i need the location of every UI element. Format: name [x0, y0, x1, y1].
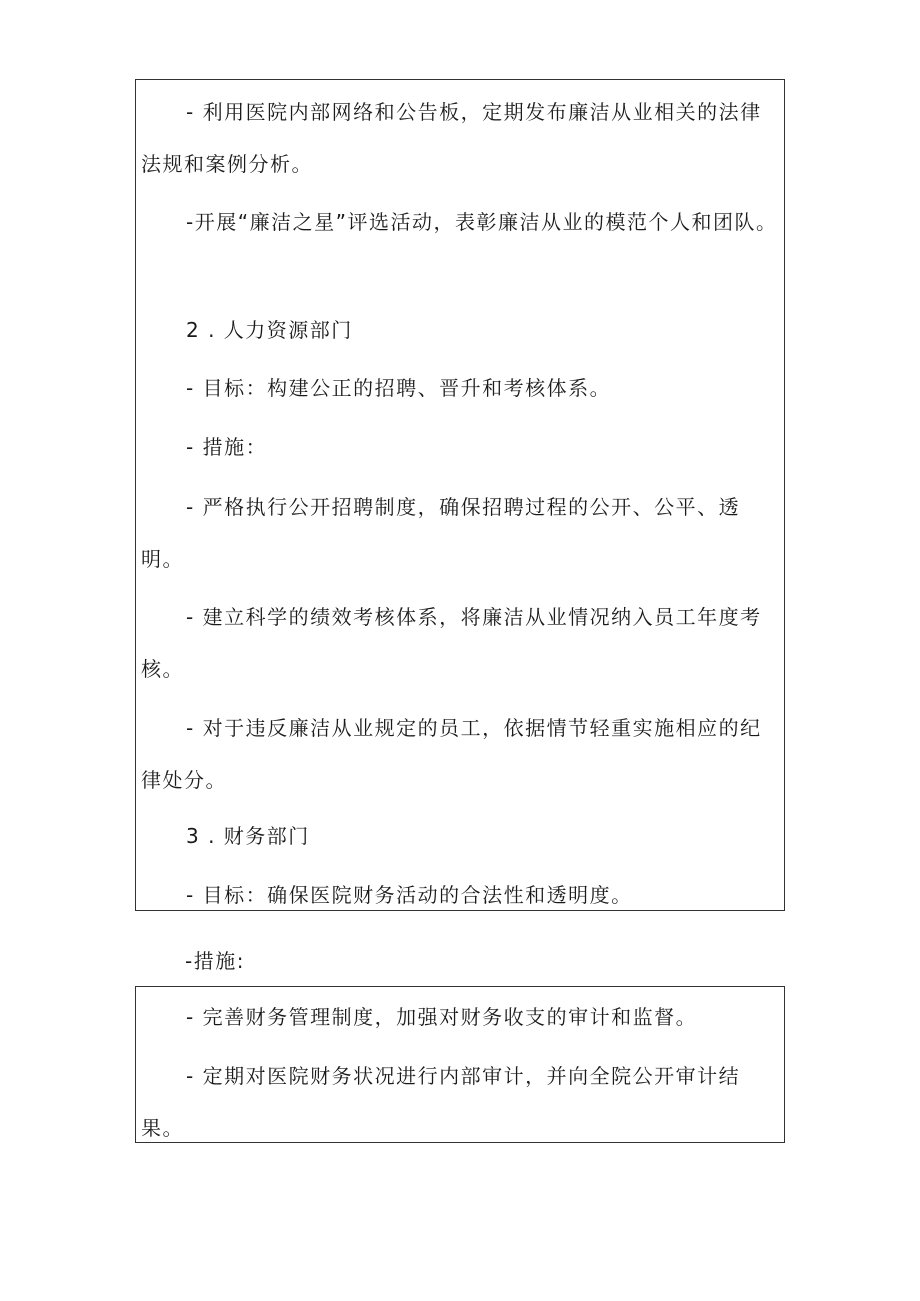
paragraph-open-recruitment: - 严格执行公开招聘制度，确保招聘过程的公开、公平、透明。 — [141, 495, 741, 571]
paragraph-internal-audit: - 定期对医院财务状况进行内部审计，并向全院公开审计结果。 — [141, 1064, 741, 1140]
paragraph-disciplinary-action: - 对于违反廉洁从业规定的员工，依据情节轻重实施相应的纪律处分。 — [141, 716, 762, 792]
paragraph-hr-goal: - 目标：构建公正的招聘、晋升和考核体系。 — [186, 376, 612, 400]
finance-measures-label: -措施: — [185, 949, 245, 973]
heading-hr-department: 2 . 人力资源部门 — [186, 318, 353, 342]
content-box-upper — [135, 79, 785, 911]
paragraph-performance-assessment: - 建立科学的绩效考核体系，将廉洁从业情况纳入员工年度考核。 — [141, 605, 762, 681]
heading-finance-department: 3 . 财务部门 — [186, 824, 310, 848]
paragraph-hr-measures-label: - 措施： — [186, 435, 268, 459]
paragraph-finance-system: - 完善财务管理制度，加强对财务收支的审计和监督。 — [186, 1005, 698, 1029]
paragraph-integrity-star: -开展“廉洁之星”评选活动，表彰廉洁从业的模范个人和团队。 — [186, 210, 778, 234]
paragraph-finance-goal: - 目标：确保医院财务活动的合法性和透明度。 — [186, 883, 633, 907]
paragraph-network-bulletin: - 利用医院内部网络和公告板，定期发布廉洁从业相关的法律法规和案例分析。 — [141, 100, 762, 176]
content-box-lower — [135, 986, 785, 1143]
